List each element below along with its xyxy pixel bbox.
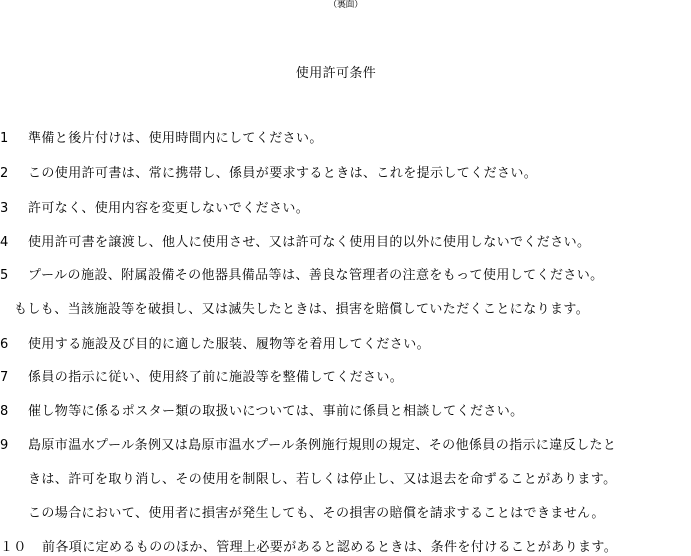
condition-text-continued: この場合において、使用者に損害が発生しても、その損害の賠償を請求することはできません。 [28,506,605,521]
reverse-side-note: （裏面） [328,0,363,10]
condition-text: 準備と後片付けは、使用時間内にしてください。 [28,131,323,146]
condition-text-continued: もしも、当該施設等を破損し、又は滅失したときは、損害を賠償していただくことになります。 [14,302,590,317]
condition-text: 催し物等に係るポスター類の取扱いについては、事前に係員と相談してください。 [28,404,524,419]
page-title: 使用許可条件 [295,66,377,81]
condition-number: １０ [0,540,27,555]
condition-text-continued: きは、許可を取り消し、その使用を制限し、若しくは停止し、又は退去を命ずることがあります。 [28,472,617,487]
condition-text: この使用許可書は、常に携帯し、係員が要求するときは、これを提示してください。 [28,166,538,181]
condition-text: 使用許可書を譲渡し、他人に使用させ、又は許可なく使用目的以外に使用しないでください。 [28,235,591,250]
condition-number: 7 [0,370,9,385]
condition-text: 許可なく、使用内容を変更しないでください。 [28,201,310,216]
condition-number: 3 [0,201,9,216]
condition-number: 8 [0,404,9,419]
condition-text: 使用する施設及び目的に適した服装、履物等を着用してください。 [28,337,431,352]
condition-number: 1 [0,131,9,146]
condition-number: 6 [0,337,9,352]
condition-number: 2 [0,166,9,181]
condition-text: 係員の指示に従い、使用終了前に施設等を整備してください。 [28,370,404,385]
condition-text: 前各項に定めるもののほか、管理上必要があると認めるときは、条件を付けることがあります。 [42,540,618,555]
condition-text: 島原市温水プール条例又は島原市温水プール条例施行規則の規定、その他係員の指示に違反したと [28,438,617,453]
condition-number: 5 [0,268,9,283]
condition-number: 4 [0,235,9,250]
condition-text: プールの施設、附属設備その他器具備品等は、善良な管理者の注意をもって使用してください。 [28,268,604,283]
condition-number: 9 [0,438,9,453]
